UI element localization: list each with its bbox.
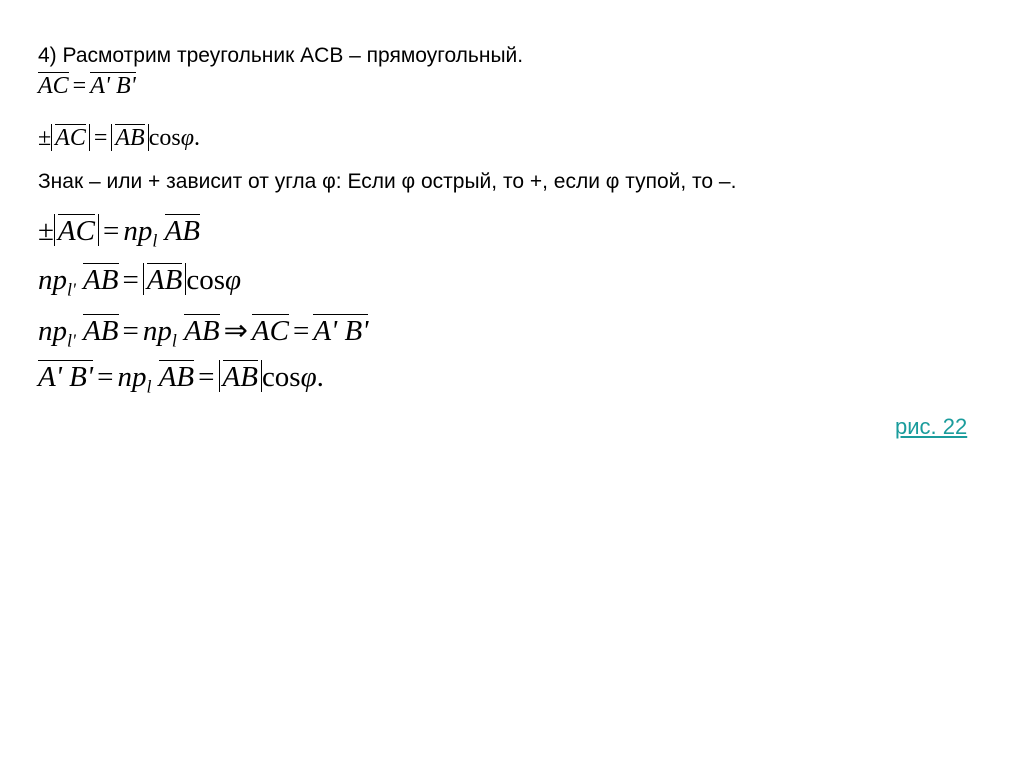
formula-projection-l: ± AC = $np_l$ AB [38, 215, 201, 251]
sign-explanation: Знак – или + зависит от угла φ: Если φ острый, то +, если φ тупой, то –. [38, 170, 737, 193]
formula-pm-ac-cos: ± AC = AB cosφ. [38, 125, 200, 151]
heading: 4) Расмотрим треугольник ACB – прямоугольный. [38, 44, 524, 67]
figure-22-link[interactable]: рис. 22 [895, 414, 968, 439]
formula-ac-eq-apbp: AC = A' B' [38, 73, 136, 99]
vector-apbp: A' B' [90, 73, 136, 99]
vector-ac: AC [38, 73, 69, 99]
formula-projection-equality: $np_{l'}$ AB = $np_l$ AB ⇒ AC = A' B' [38, 315, 369, 351]
vector-ab: AB [115, 125, 145, 151]
formula-projection-lp-cos: $np_{l'}$ AB = AB cosφ [38, 264, 242, 300]
formula-final: A' $B' = np_l$ AB = AB cosφ. [38, 361, 324, 397]
vector-ac: AC [55, 125, 86, 151]
